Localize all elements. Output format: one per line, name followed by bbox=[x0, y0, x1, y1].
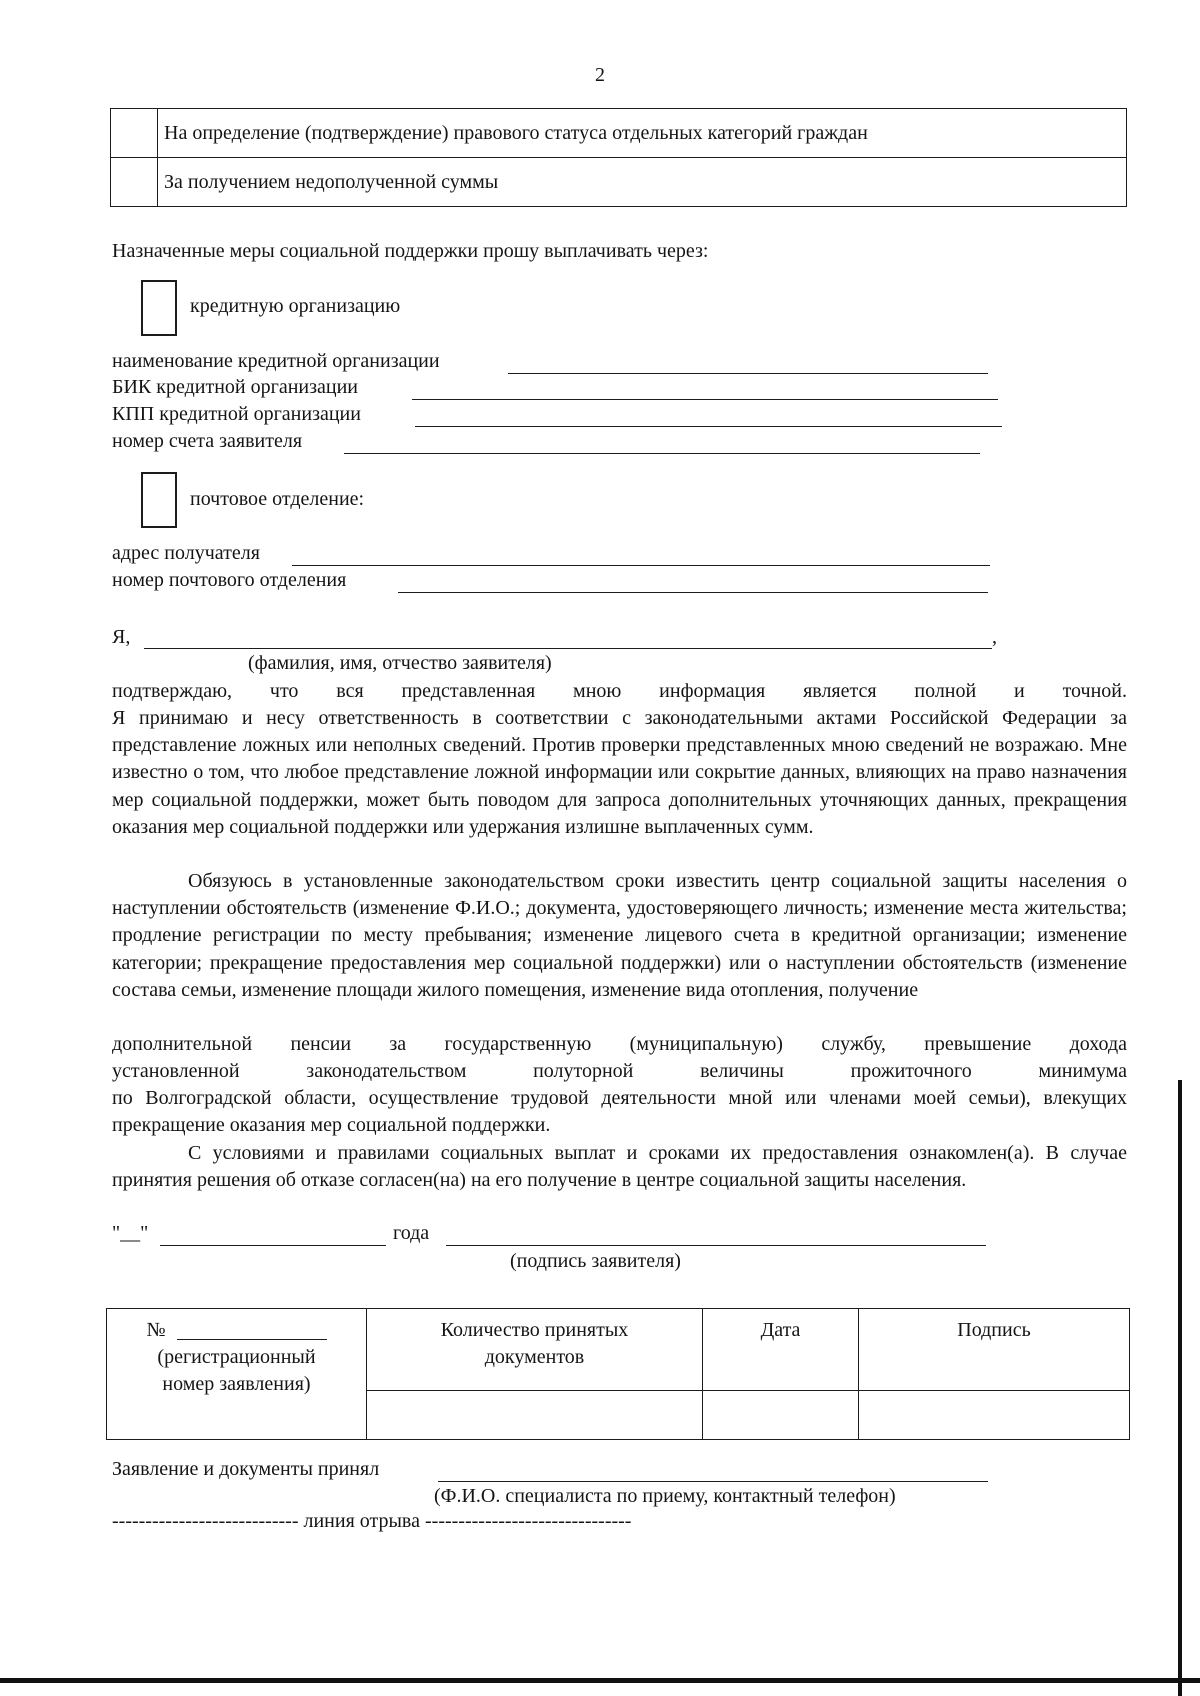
bik-field[interactable] bbox=[412, 399, 998, 400]
conditions-paragraph: С условиями и правилами социальных выплат и сроками их предоставления ознакомлен(а). В случае принятия решения об отказе согласен(на) на его получение в центре социальной защиты населения. bbox=[112, 1142, 1127, 1192]
kpp-label: КПП кредитной организации bbox=[112, 403, 361, 425]
signature-value-cell[interactable] bbox=[859, 1391, 1130, 1440]
table-row bbox=[111, 158, 1127, 207]
registration-table bbox=[106, 1308, 1130, 1440]
date-value-cell[interactable] bbox=[703, 1391, 859, 1440]
applicant-name-field[interactable] bbox=[144, 648, 992, 649]
payment-intro: Назначенные меры социальной поддержки прошу выплачивать через: bbox=[112, 240, 709, 262]
bank-name-field[interactable] bbox=[508, 373, 988, 374]
name-caption: (фамилия, имя, отчество заявителя) bbox=[248, 652, 552, 674]
applicant-signature-field[interactable] bbox=[446, 1245, 986, 1246]
signature-caption: (подпись заявителя) bbox=[510, 1250, 681, 1272]
category-table bbox=[110, 108, 1127, 207]
declaration-line: подтверждаю, что вся представленная мною информация является полной и точной. bbox=[112, 680, 1127, 702]
table-row bbox=[107, 1309, 1130, 1391]
scan-edge-bottom bbox=[0, 1678, 1200, 1683]
bank-option-checkbox[interactable] bbox=[141, 280, 177, 336]
account-field[interactable] bbox=[344, 453, 980, 454]
declaration-paragraph: Я принимаю и несу ответственность в соответствии с законодательными актами Российской Федерации за представление ложных или неполных сведений. Против проверки представленных мною сведений не возражаю. Мне известно о том, что любое представление ложной информации или сокрытие данных, влияющих на право назначения мер социальной поддержки, может быть поводом для запроса дополнительных уточняющих данных, прекращения оказания мер социальной поддержки или удержания излишне выплаченных сумм. bbox=[112, 707, 1127, 838]
account-label: номер счета заявителя bbox=[112, 430, 303, 452]
post-number-label: номер почтового отделения bbox=[112, 569, 347, 591]
bank-name-label: наименование кредитной организации bbox=[112, 350, 440, 372]
declaration-prefix: Я, bbox=[112, 626, 131, 648]
declaration-suffix: , bbox=[992, 626, 997, 648]
date-day: "__" bbox=[112, 1222, 149, 1244]
acceptance-label: Заявление и документы принял bbox=[112, 1458, 380, 1480]
bik-label: БИК кредитной организации bbox=[112, 376, 358, 398]
obligation-line: установленной законодательством полуторной величины прожиточного минимума bbox=[112, 1060, 1127, 1082]
bank-option-label: кредитную организацию bbox=[190, 295, 401, 317]
specialist-field[interactable] bbox=[438, 1481, 988, 1482]
obligation-paragraph: Обязуюсь в установленные законодательством сроки известить центр социальной защиты населения о наступлении обстоятельств (изменение Ф.И.О.; документа, удостоверяющего личность; изменение места жительства; продление регистрации по месту пребывания; изменение лицевого счета в кредитной организации; изменение категории; прекращение предоставления мер социальной поддержки) или о наступлении обстоятельств (изменение состава семьи, изменение площади жилого помещения, изменение вида отопления, получение bbox=[112, 870, 1127, 1001]
number-sign: № bbox=[146, 1319, 166, 1341]
post-option-checkbox[interactable] bbox=[141, 472, 177, 528]
address-label: адрес получателя bbox=[112, 542, 260, 564]
obligation-line: дополнительной пенсии за государственную (муниципальную) службу, превышение дохода bbox=[112, 1033, 1127, 1055]
registration-number-cell bbox=[107, 1309, 367, 1440]
signature-header: Подпись bbox=[859, 1309, 1130, 1391]
date-header: Дата bbox=[703, 1309, 859, 1391]
obligation-paragraph-end: по Волгоградской области, осуществление трудовой деятельности мной или членами моей семьи), влекущих прекращение оказания мер социальной поддержки. bbox=[112, 1087, 1127, 1137]
table-row bbox=[111, 109, 1127, 158]
page-number: 2 bbox=[595, 64, 605, 86]
category-checkbox[interactable] bbox=[111, 109, 158, 158]
specialist-caption: (Ф.И.О. специалиста по приему, контактный телефон) bbox=[434, 1485, 896, 1507]
scan-edge-right bbox=[1178, 1080, 1182, 1696]
address-field[interactable] bbox=[292, 565, 990, 566]
post-option-label: почтовое отделение: bbox=[190, 488, 365, 510]
category-checkbox[interactable] bbox=[111, 158, 158, 207]
date-field[interactable] bbox=[160, 1245, 386, 1246]
tear-dashes: ------------------------------- bbox=[425, 1510, 632, 1532]
tear-dashes: ---------------------------- bbox=[112, 1510, 299, 1532]
year-word: года bbox=[393, 1222, 430, 1244]
category-label: На определение (подтверждение) правового статуса отдельных категорий граждан bbox=[158, 109, 1127, 158]
tear-label: линия отрыва bbox=[303, 1510, 420, 1532]
registration-number-field[interactable] bbox=[177, 1339, 327, 1340]
category-label: За получением недополученной суммы bbox=[158, 158, 1127, 207]
count-value-cell[interactable] bbox=[367, 1391, 703, 1440]
kpp-field[interactable] bbox=[415, 426, 1002, 427]
registration-number-caption: (регистрационный номер заявления) bbox=[157, 1346, 316, 1395]
count-header: Количество принятых документов bbox=[367, 1309, 703, 1391]
post-number-field[interactable] bbox=[398, 592, 988, 593]
tear-line bbox=[112, 1510, 631, 1533]
